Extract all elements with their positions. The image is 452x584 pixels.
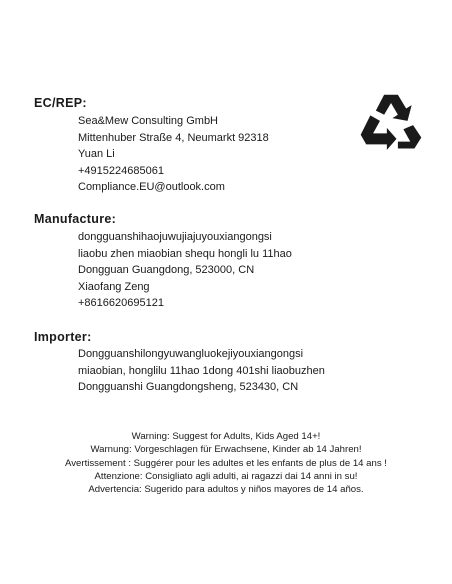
manufacture-phone: +8616620695121 xyxy=(78,297,164,309)
warning-es: Advertencia: Sugerido para adultos y niños mayores de 14 años. xyxy=(88,484,364,496)
importer-city: Dongguanshi Guangdongsheng, 523430, CN xyxy=(78,381,299,393)
warnings-block xyxy=(0,430,452,496)
warning-fr: Avertissement : Suggérer pour les adultes et les enfants de plus de 14 ans ! xyxy=(65,457,387,469)
warning-it: Attenzione: Consigliato agli adulti, ai ragazzi dai 14 anni in su! xyxy=(94,470,358,482)
ecrep-company: Sea&Mew Consulting GmbH xyxy=(78,115,219,127)
warning-de: Warnung: Vorgeschlagen für Erwachsene, Kinder ab 14 Jahren! xyxy=(90,444,362,456)
importer-company: Dongguanshilongyuwangluokejiyouxiangongsi xyxy=(78,348,304,360)
ecrep-block xyxy=(78,113,269,196)
warning-en: Warning: Suggest for Adults, Kids Aged 14+! xyxy=(131,431,321,442)
ecrep-email: Compliance.EU@outlook.com xyxy=(78,181,225,193)
manufacture-title: Manufacture: xyxy=(34,212,117,226)
ecrep-title: EC/REP: xyxy=(34,96,87,110)
recycle-icon xyxy=(356,92,426,154)
manufacture-company: dongguanshihaojuwujiajuyouxiangongsi xyxy=(78,231,272,243)
manufacture-contact-name: Xiaofang Zeng xyxy=(78,280,150,293)
importer-title: Importer: xyxy=(34,330,92,344)
importer-block xyxy=(78,346,325,396)
manufacture-address: liaobu zhen miaobian shequ hongli lu 11hao xyxy=(78,247,292,260)
manufacture-city: Dongguan Guangdong, 523000, CN xyxy=(78,264,255,276)
manufacture-block xyxy=(78,229,292,312)
ecrep-address: Mittenhuber Straße 4, Neumarkt 92318 xyxy=(78,131,269,144)
ecrep-contact-name: Yuan Li xyxy=(78,148,115,160)
importer-address: miaobian, honglilu 11hao 1dong 401shi liaobuzhen xyxy=(78,364,325,377)
ecrep-phone: +4915224685061 xyxy=(78,164,164,177)
